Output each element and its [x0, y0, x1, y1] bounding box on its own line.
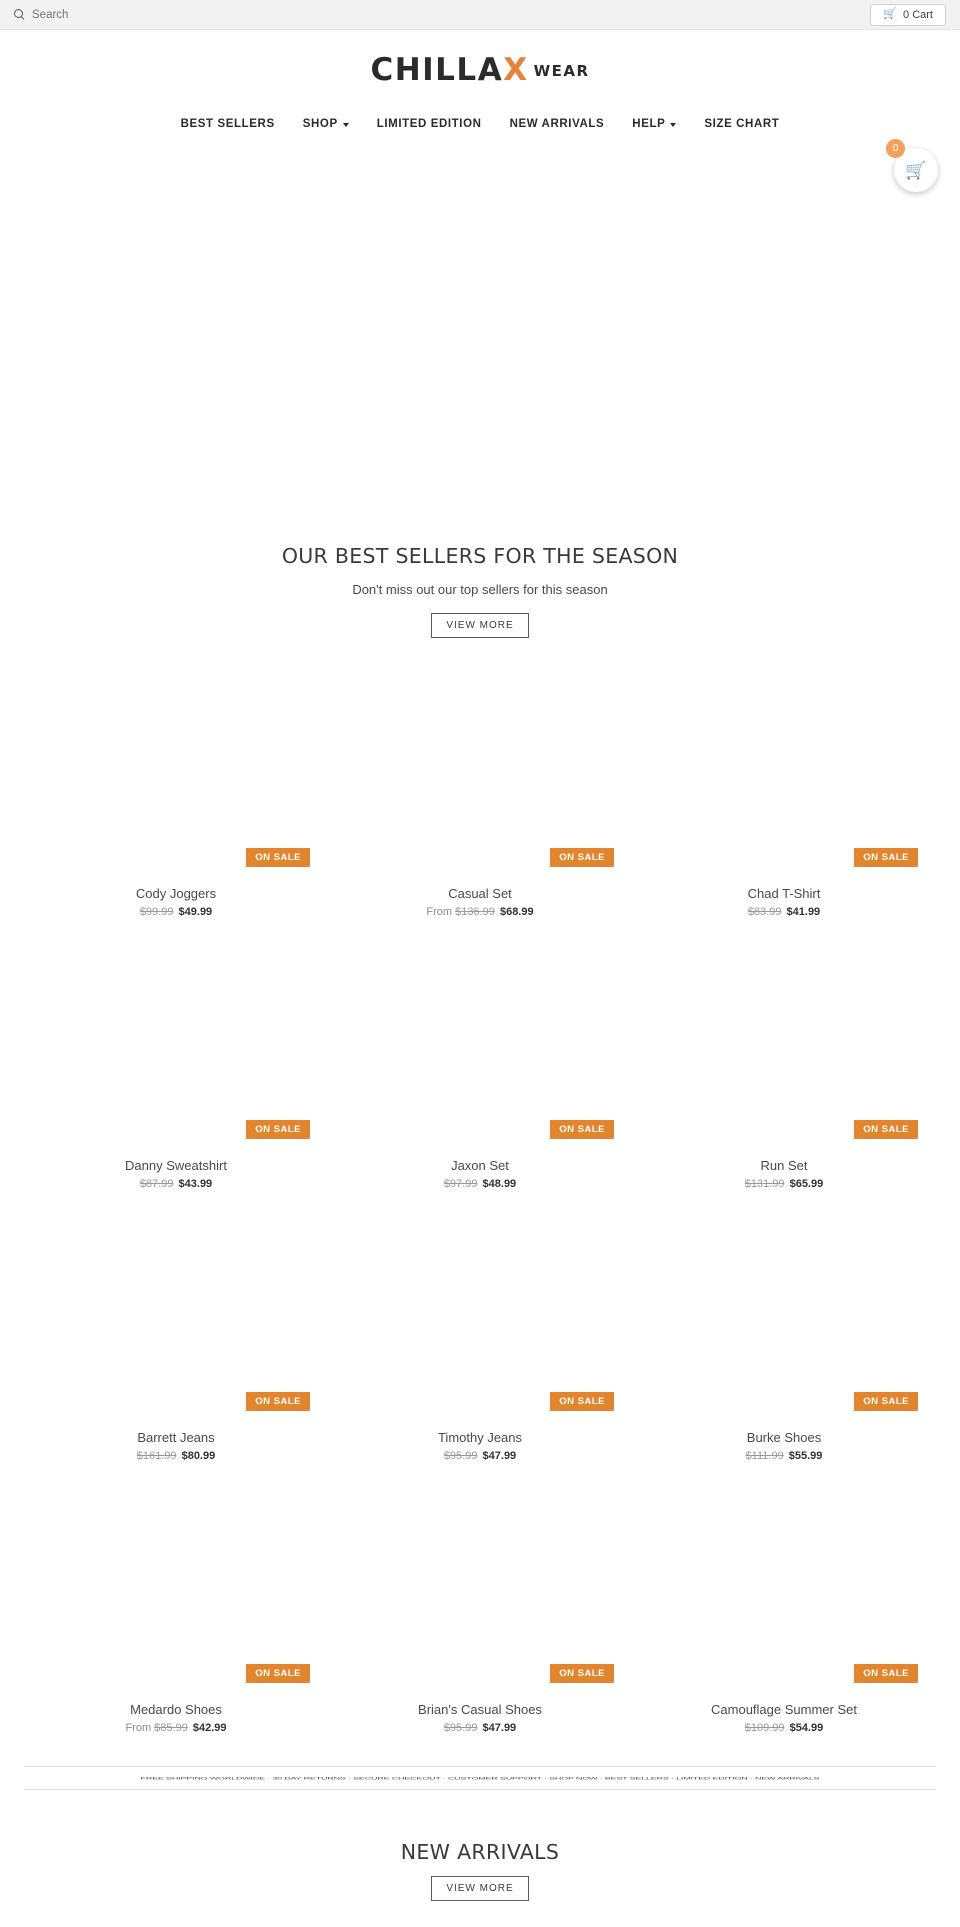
product-card[interactable] — [24, 668, 328, 940]
price-sale: $65.99 — [789, 1178, 824, 1190]
status-badge: ON SALE — [550, 1120, 614, 1139]
price-original: $161.99 — [136, 1450, 177, 1462]
price-sale: $54.99 — [789, 1722, 824, 1734]
product-title[interactable]: Jaxon Set — [451, 1158, 509, 1173]
product-image[interactable] — [338, 1212, 622, 1408]
product-title[interactable]: Barrett Jeans — [137, 1430, 215, 1445]
cart-button[interactable] — [870, 4, 946, 26]
status-badge: ON SALE — [550, 1664, 614, 1683]
product-price — [642, 906, 926, 918]
search-area[interactable] — [14, 9, 182, 21]
nav-label: BEST SELLERS — [180, 118, 275, 130]
new-arrivals-title: NEW ARRIVALS — [400, 1840, 560, 1864]
cart-label: 0 Cart — [903, 8, 933, 21]
product-image[interactable] — [642, 668, 926, 864]
product-title[interactable]: Chad T-Shirt — [747, 886, 821, 901]
price-sale: $47.99 — [482, 1450, 517, 1462]
logo-suffix-text: WEAR — [533, 62, 590, 80]
status-badge: ON SALE — [246, 1120, 310, 1139]
price-sale: $41.99 — [786, 906, 821, 918]
site-logo[interactable] — [370, 52, 589, 88]
status-badge: ON SALE — [550, 1392, 614, 1411]
price-sale: $55.99 — [788, 1450, 823, 1462]
product-title[interactable]: Casual Set — [448, 886, 512, 901]
product-price — [34, 906, 318, 918]
product-price — [34, 1722, 318, 1734]
price-original: $95.99 — [443, 1450, 478, 1462]
price-sale: $48.99 — [482, 1178, 517, 1190]
price-original: $109.99 — [744, 1722, 785, 1734]
product-price — [34, 1178, 318, 1190]
price-original: $85.99 — [154, 1722, 188, 1734]
product-card[interactable] — [632, 1484, 936, 1756]
product-card[interactable] — [632, 1212, 936, 1484]
product-grid — [0, 638, 960, 1756]
product-price — [338, 1450, 622, 1462]
product-image[interactable] — [338, 668, 622, 864]
price-from-label: From — [125, 1722, 155, 1734]
price-original: $99.99 — [139, 906, 174, 918]
best-sellers-section-header — [0, 540, 960, 638]
nav-label: LIMITED EDITION — [376, 118, 482, 130]
new-arrivals-view-more-button[interactable]: VIEW MORE — [431, 1876, 528, 1901]
product-card[interactable] — [328, 1212, 632, 1484]
main-navigation — [0, 106, 960, 150]
new-arrivals-section — [0, 1790, 960, 1927]
product-title[interactable]: Run Set — [760, 1158, 808, 1173]
status-badge: ON SALE — [854, 1664, 918, 1683]
product-image[interactable] — [642, 1212, 926, 1408]
collapsed-strip-text: FREE SHIPPING WORLDWIDE · 30 DAY RETURNS · SECURE CHECKOUT · CUSTOMER SUPPORT · SHOP NOW · BEST SELLERS · LIMITED EDITION · NEW ARRIVALS — [140, 1776, 820, 1780]
logo-main-text: CHILLA — [370, 52, 504, 88]
status-badge: ON SALE — [854, 848, 918, 867]
hero-banner — [0, 150, 960, 540]
best-sellers-subtitle: Don't miss out our top sellers for this season — [352, 582, 608, 597]
shopping-cart-icon: 🛒 — [905, 160, 927, 180]
price-original: $97.99 — [443, 1178, 478, 1190]
status-badge: ON SALE — [246, 848, 310, 867]
product-card[interactable] — [328, 1484, 632, 1756]
product-price — [338, 1722, 622, 1734]
product-price — [642, 1722, 926, 1734]
cart-count-badge: 0 — [886, 139, 905, 158]
product-title[interactable]: Timothy Jeans — [437, 1430, 523, 1445]
price-sale: $68.99 — [499, 906, 534, 918]
nav-item-new-arrivals[interactable] — [496, 112, 619, 136]
product-price — [642, 1178, 926, 1190]
product-image[interactable] — [34, 668, 318, 864]
price-original: $83.99 — [747, 906, 782, 918]
status-badge: ON SALE — [854, 1120, 918, 1139]
page-title: OUR BEST SELLERS FOR THE SEASON — [281, 544, 679, 568]
product-card[interactable] — [632, 940, 936, 1212]
product-card[interactable] — [24, 1212, 328, 1484]
product-image[interactable] — [34, 1484, 318, 1680]
product-image[interactable] — [34, 1212, 318, 1408]
status-badge: ON SALE — [246, 1392, 310, 1411]
price-original: $95.99 — [443, 1722, 478, 1734]
search-icon — [14, 9, 25, 20]
search-input[interactable] — [32, 9, 182, 21]
floating-cart-button[interactable] — [892, 143, 938, 192]
product-title[interactable]: Medardo Shoes — [130, 1702, 222, 1717]
nav-item-shop[interactable] — [289, 112, 363, 136]
price-sale: $49.99 — [178, 906, 213, 918]
nav-label: NEW ARRIVALS — [509, 118, 605, 130]
product-price — [338, 1178, 622, 1190]
nav-item-size-chart[interactable] — [690, 112, 793, 136]
product-card[interactable] — [632, 668, 936, 940]
product-title[interactable]: Cody Joggers — [135, 886, 217, 901]
nav-label: SHOP — [302, 118, 338, 130]
price-sale: $80.99 — [181, 1450, 216, 1462]
product-image[interactable] — [642, 1484, 926, 1680]
product-card[interactable] — [24, 1484, 328, 1756]
product-card[interactable] — [24, 940, 328, 1212]
top-utility-bar — [0, 0, 960, 30]
product-title[interactable]: Camouflage Summer Set — [711, 1702, 857, 1717]
product-image[interactable] — [34, 940, 318, 1136]
collapsed-content-strip — [24, 1766, 936, 1790]
status-badge: ON SALE — [550, 848, 614, 867]
product-title[interactable]: Brian's Casual Shoes — [418, 1702, 542, 1717]
logo-accent-letter: X — [503, 52, 529, 88]
price-sale: $42.99 — [192, 1722, 227, 1734]
nav-item-help[interactable] — [618, 112, 690, 136]
product-price — [34, 1450, 318, 1462]
nav-item-best-sellers[interactable] — [167, 112, 289, 136]
best-sellers-view-more-button[interactable]: VIEW MORE — [431, 613, 528, 638]
product-image[interactable] — [338, 1484, 622, 1680]
product-price — [642, 1450, 926, 1462]
product-card[interactable] — [328, 668, 632, 940]
price-sale: $47.99 — [482, 1722, 517, 1734]
product-title[interactable]: Burke Shoes — [746, 1430, 822, 1445]
price-original: $136.99 — [455, 906, 495, 918]
status-badge: ON SALE — [246, 1664, 310, 1683]
price-sale: $43.99 — [178, 1178, 213, 1190]
cart-icon: 🛒 — [883, 8, 898, 20]
nav-item-limited-edition[interactable] — [363, 112, 496, 136]
logo-area[interactable] — [0, 30, 960, 106]
nav-label: HELP — [632, 118, 666, 130]
product-image[interactable] — [642, 940, 926, 1136]
price-original: $111.99 — [745, 1450, 784, 1462]
product-image[interactable] — [338, 940, 622, 1136]
product-price — [338, 906, 622, 918]
chevron-down-icon — [343, 123, 349, 127]
price-from-label: From — [426, 906, 456, 918]
product-card[interactable] — [328, 940, 632, 1212]
status-badge: ON SALE — [854, 1392, 918, 1411]
chevron-down-icon — [670, 123, 676, 127]
nav-label: SIZE CHART — [704, 118, 780, 130]
product-title[interactable]: Danny Sweatshirt — [125, 1158, 227, 1173]
price-original: $87.99 — [139, 1178, 174, 1190]
price-original: $131.99 — [744, 1178, 785, 1190]
